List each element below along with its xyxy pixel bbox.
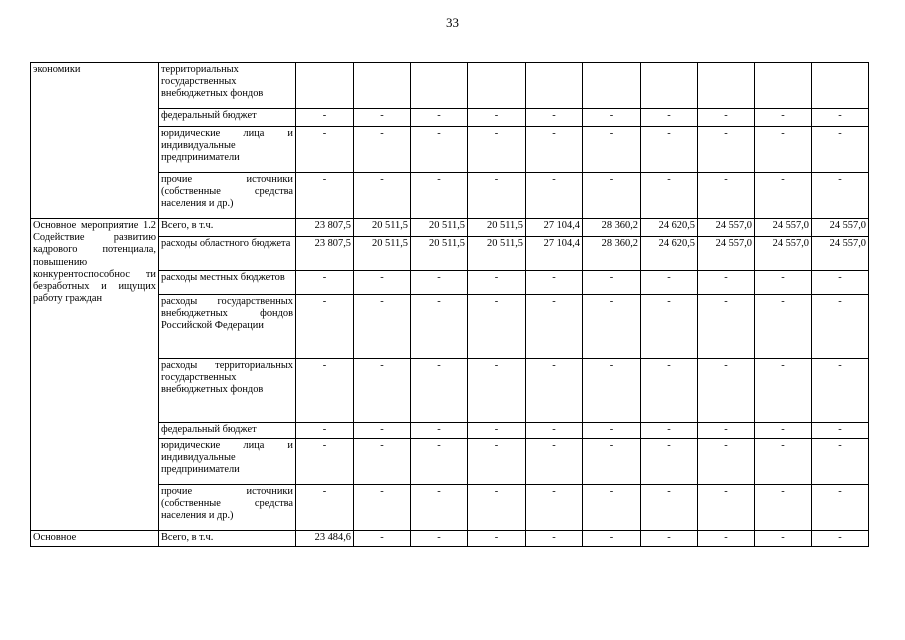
funding-source-cell: расходы местных бюджетов: [159, 271, 296, 295]
funding-source-cell: юридические лица и индивидуальные предприниматели: [159, 127, 296, 173]
funding-source-cell: юридические лица и индивидуальные предприниматели: [159, 439, 296, 485]
value-cell: -: [583, 423, 641, 439]
value-cell: -: [698, 439, 755, 485]
value-cell: -: [526, 173, 583, 219]
value-cell: 24 557,0: [755, 237, 812, 271]
value-cell: 28 360,2: [583, 237, 641, 271]
funding-source-cell: расходы государственных внебюджетных фондов Российской Федерации: [159, 295, 296, 359]
value-cell: -: [526, 423, 583, 439]
value-cell: -: [641, 271, 698, 295]
value-cell: [411, 63, 468, 109]
value-cell: 24 557,0: [755, 219, 812, 237]
value-cell: -: [468, 485, 526, 531]
value-cell: -: [698, 109, 755, 127]
value-cell: -: [698, 485, 755, 531]
value-cell: 23 807,5: [296, 219, 354, 237]
value-cell: 20 511,5: [354, 237, 411, 271]
value-cell: -: [641, 109, 698, 127]
value-cell: -: [296, 485, 354, 531]
funding-source-cell: прочие источники (собственные средства населения и др.): [159, 173, 296, 219]
value-cell: -: [411, 109, 468, 127]
value-cell: -: [468, 295, 526, 359]
value-cell: 20 511,5: [411, 219, 468, 237]
value-cell: -: [641, 173, 698, 219]
value-cell: -: [354, 485, 411, 531]
value-cell: -: [411, 295, 468, 359]
value-cell: 24 557,0: [812, 219, 869, 237]
value-cell: 27 104,4: [526, 219, 583, 237]
value-cell: -: [641, 531, 698, 547]
value-cell: -: [354, 271, 411, 295]
value-cell: -: [812, 359, 869, 423]
value-cell: 23 484,6: [296, 531, 354, 547]
value-cell: -: [583, 271, 641, 295]
value-cell: 27 104,4: [526, 237, 583, 271]
value-cell: -: [583, 439, 641, 485]
value-cell: [698, 63, 755, 109]
value-cell: -: [755, 359, 812, 423]
value-cell: -: [526, 127, 583, 173]
value-cell: -: [468, 173, 526, 219]
value-cell: -: [641, 439, 698, 485]
value-cell: -: [641, 423, 698, 439]
value-cell: -: [296, 423, 354, 439]
value-cell: 20 511,5: [468, 219, 526, 237]
value-cell: -: [411, 423, 468, 439]
value-cell: [583, 63, 641, 109]
value-cell: -: [812, 109, 869, 127]
table-body: [31, 63, 869, 547]
value-cell: -: [296, 271, 354, 295]
value-cell: -: [755, 173, 812, 219]
value-cell: -: [296, 127, 354, 173]
value-cell: -: [583, 127, 641, 173]
value-cell: [812, 63, 869, 109]
budget-table: [30, 62, 869, 547]
value-cell: -: [755, 531, 812, 547]
value-cell: -: [526, 531, 583, 547]
value-cell: -: [354, 295, 411, 359]
value-cell: -: [526, 109, 583, 127]
value-cell: 23 807,5: [296, 237, 354, 271]
value-cell: 28 360,2: [583, 219, 641, 237]
value-cell: -: [411, 127, 468, 173]
value-cell: 24 557,0: [698, 219, 755, 237]
funding-source-cell: федеральный бюджет: [159, 423, 296, 439]
value-cell: -: [354, 531, 411, 547]
value-cell: -: [812, 439, 869, 485]
value-cell: 24 620,5: [641, 237, 698, 271]
value-cell: -: [812, 127, 869, 173]
value-cell: -: [354, 109, 411, 127]
value-cell: -: [698, 127, 755, 173]
table-row: [31, 63, 869, 109]
value-cell: -: [468, 531, 526, 547]
value-cell: -: [698, 359, 755, 423]
value-cell: -: [641, 485, 698, 531]
funding-source-cell: расходы областного бюджета: [159, 237, 296, 271]
value-cell: -: [296, 359, 354, 423]
value-cell: -: [468, 109, 526, 127]
value-cell: -: [354, 173, 411, 219]
funding-source-cell: территориальных государственных внебюджетных фондов: [159, 63, 296, 109]
value-cell: -: [698, 271, 755, 295]
value-cell: -: [411, 439, 468, 485]
value-cell: -: [583, 109, 641, 127]
value-cell: -: [296, 109, 354, 127]
table-row: [31, 219, 869, 237]
funding-source-cell: расходы территориальных государственных внебюджетных фондов: [159, 359, 296, 423]
activity-name-cell: Основное мероприятие 1.2 Содействие развитию кадрового потенциала, повышению конкурентоспособнос ти безработных и ищущих работу граждан: [31, 219, 159, 531]
funding-source-cell: Всего, в т.ч.: [159, 219, 296, 237]
value-cell: 24 620,5: [641, 219, 698, 237]
value-cell: -: [812, 531, 869, 547]
page-number: 33: [446, 15, 459, 30]
value-cell: -: [296, 173, 354, 219]
value-cell: -: [698, 295, 755, 359]
value-cell: 20 511,5: [411, 237, 468, 271]
value-cell: -: [583, 173, 641, 219]
value-cell: -: [526, 439, 583, 485]
value-cell: -: [583, 359, 641, 423]
value-cell: -: [526, 295, 583, 359]
value-cell: -: [755, 485, 812, 531]
value-cell: -: [411, 359, 468, 423]
value-cell: -: [526, 359, 583, 423]
value-cell: [468, 63, 526, 109]
value-cell: -: [468, 423, 526, 439]
value-cell: -: [641, 359, 698, 423]
value-cell: -: [296, 439, 354, 485]
value-cell: -: [641, 127, 698, 173]
value-cell: -: [755, 439, 812, 485]
value-cell: 20 511,5: [354, 219, 411, 237]
value-cell: -: [755, 127, 812, 173]
value-cell: -: [812, 271, 869, 295]
table-row: [31, 531, 869, 547]
value-cell: [296, 63, 354, 109]
value-cell: -: [468, 127, 526, 173]
value-cell: 24 557,0: [812, 237, 869, 271]
value-cell: -: [354, 423, 411, 439]
value-cell: -: [468, 271, 526, 295]
value-cell: -: [354, 127, 411, 173]
value-cell: -: [411, 271, 468, 295]
activity-name-cell: Основное: [31, 531, 159, 547]
activity-name-cell: экономики: [31, 63, 159, 219]
value-cell: -: [698, 173, 755, 219]
value-cell: -: [812, 295, 869, 359]
value-cell: -: [411, 173, 468, 219]
value-cell: -: [354, 439, 411, 485]
value-cell: -: [812, 423, 869, 439]
value-cell: -: [583, 485, 641, 531]
value-cell: 24 557,0: [698, 237, 755, 271]
value-cell: -: [812, 485, 869, 531]
value-cell: -: [583, 295, 641, 359]
value-cell: -: [755, 423, 812, 439]
value-cell: -: [812, 173, 869, 219]
funding-source-cell: федеральный бюджет: [159, 109, 296, 127]
funding-source-cell: Всего, в т.ч.: [159, 531, 296, 547]
value-cell: -: [698, 423, 755, 439]
value-cell: [755, 63, 812, 109]
value-cell: -: [641, 295, 698, 359]
value-cell: -: [411, 531, 468, 547]
funding-source-cell: прочие источники (собственные средства населения и др.): [159, 485, 296, 531]
value-cell: [641, 63, 698, 109]
value-cell: -: [698, 531, 755, 547]
value-cell: -: [755, 271, 812, 295]
value-cell: -: [468, 359, 526, 423]
value-cell: -: [354, 359, 411, 423]
value-cell: -: [411, 485, 468, 531]
value-cell: -: [755, 295, 812, 359]
value-cell: -: [755, 109, 812, 127]
value-cell: -: [296, 295, 354, 359]
value-cell: 20 511,5: [468, 237, 526, 271]
value-cell: -: [468, 439, 526, 485]
value-cell: -: [526, 485, 583, 531]
value-cell: [354, 63, 411, 109]
value-cell: -: [583, 531, 641, 547]
value-cell: [526, 63, 583, 109]
value-cell: -: [526, 271, 583, 295]
